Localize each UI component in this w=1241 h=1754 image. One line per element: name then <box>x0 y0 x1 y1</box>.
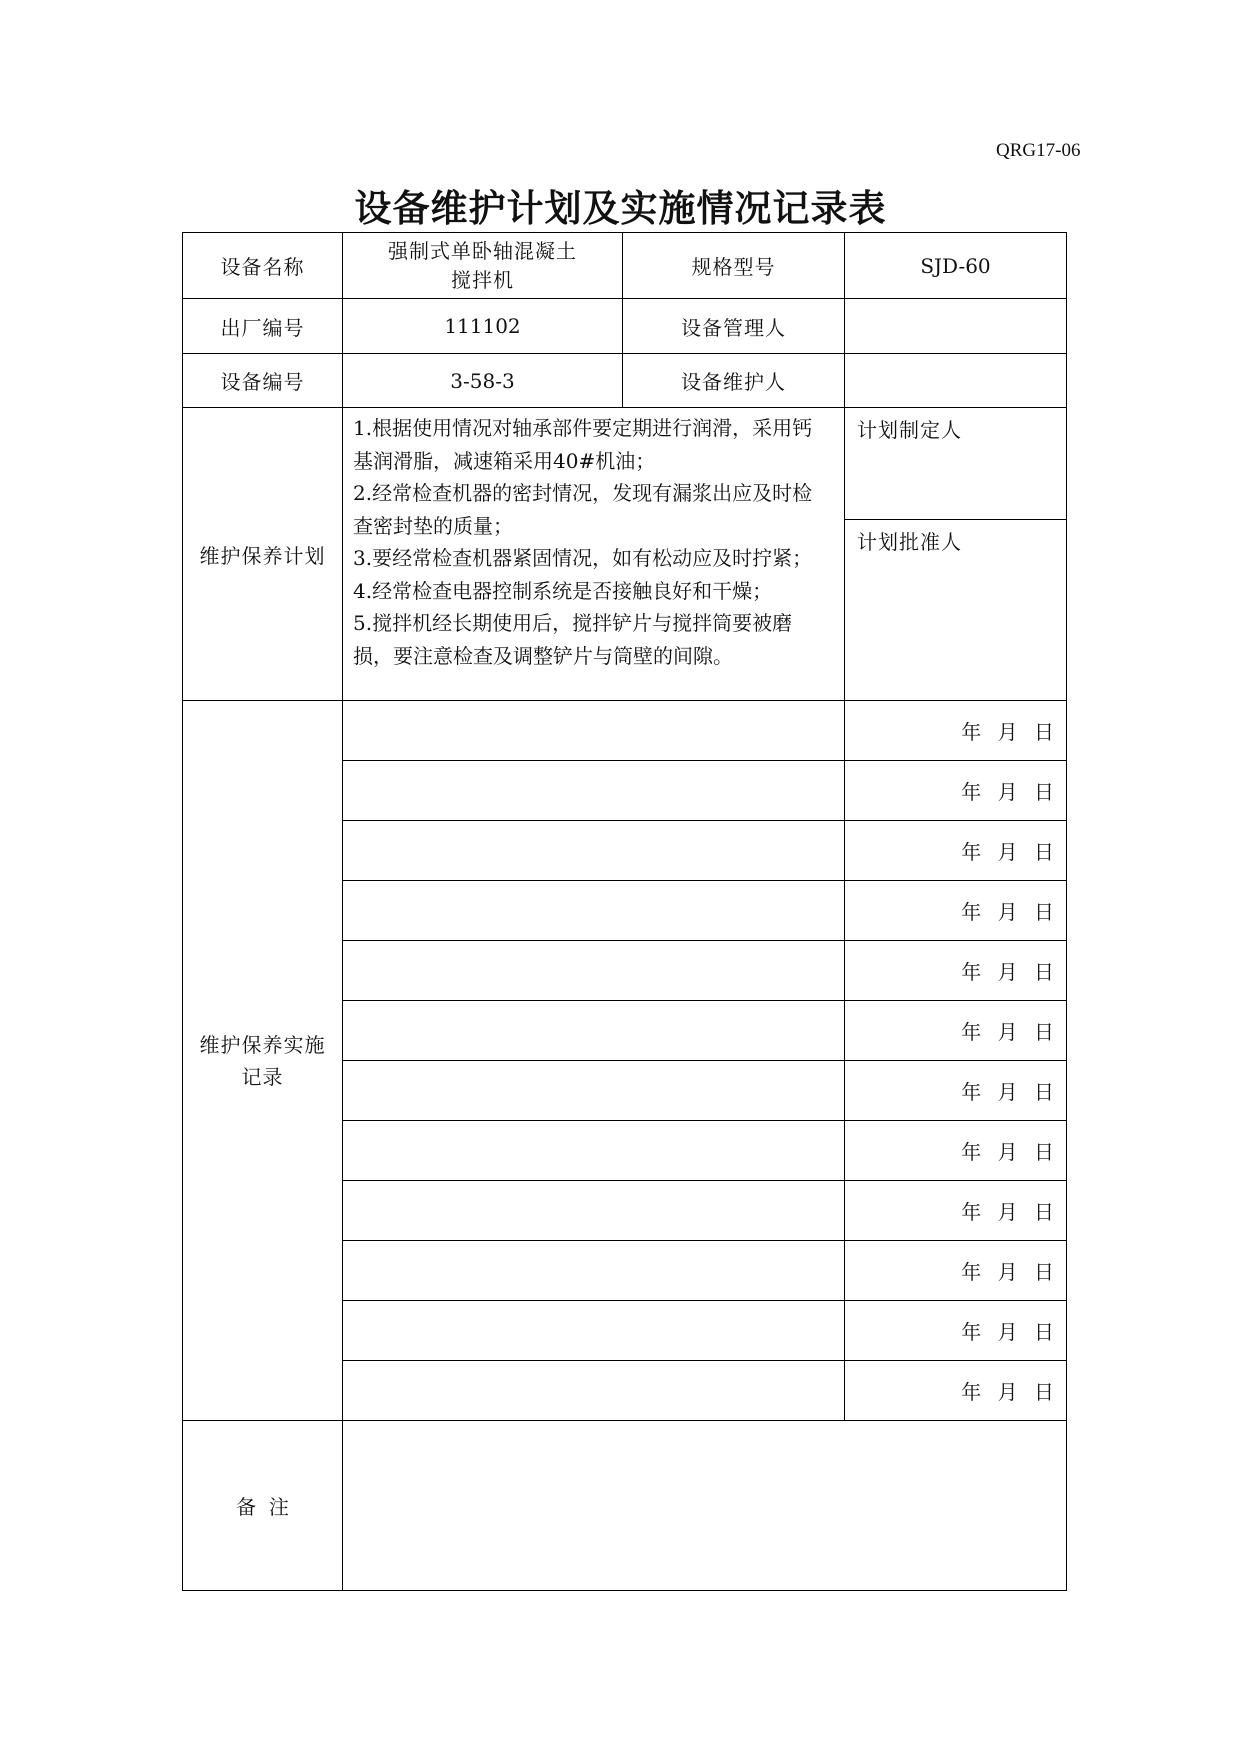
record-content-cell[interactable] <box>343 941 845 1001</box>
plan-label: 维护保养计划 <box>183 408 343 701</box>
record-content-cell[interactable] <box>343 701 845 761</box>
factory-no-label: 出厂编号 <box>183 299 343 354</box>
record-date-cell[interactable]: 年 月 日 <box>845 1241 1067 1301</box>
plan-maker-cell[interactable] <box>845 408 1067 520</box>
record-content-cell[interactable] <box>343 761 845 821</box>
record-content-cell[interactable] <box>343 821 845 881</box>
maintainer-value[interactable] <box>845 354 1067 408</box>
record-date-cell[interactable]: 年 月 日 <box>845 701 1067 761</box>
page-title: 设备维护计划及实施情况记录表 <box>354 186 887 230</box>
records-label: 维护保养实施 记录 <box>183 701 343 1421</box>
equipment-name-value[interactable]: 强制式单卧轴混凝土 搅拌机 <box>343 233 623 299</box>
record-date-cell[interactable]: 年 月 日 <box>845 1001 1067 1061</box>
record-date-cell[interactable]: 年 月 日 <box>845 1301 1067 1361</box>
equipment-no-label: 设备编号 <box>183 354 343 408</box>
form-code: QRG17-06 <box>996 140 1081 161</box>
record-content-cell[interactable] <box>343 1121 845 1181</box>
record-content-cell[interactable] <box>343 1181 845 1241</box>
record-content-cell[interactable] <box>343 1361 845 1421</box>
manager-label: 设备管理人 <box>623 299 845 354</box>
record-content-cell[interactable] <box>343 1241 845 1301</box>
record-date-cell[interactable]: 年 月 日 <box>845 1061 1067 1121</box>
factory-no-value[interactable]: 111102 <box>343 299 623 354</box>
plan-approver-label: 计划批准人 <box>857 530 962 554</box>
equipment-name-label: 设备名称 <box>183 233 343 299</box>
record-date-cell[interactable]: 年 月 日 <box>845 881 1067 941</box>
remarks-value[interactable] <box>343 1421 1067 1591</box>
plan-item-3: 3.要经常检查机器紧固情况，如有松动应及时拧紧； <box>353 546 813 570</box>
record-content-cell[interactable] <box>343 1001 845 1061</box>
plan-maker-label: 计划制定人 <box>857 418 962 442</box>
record-table <box>182 232 1067 1591</box>
plan-content[interactable] <box>343 408 845 701</box>
equipment-no-value[interactable]: 3-58-3 <box>343 354 623 408</box>
record-date-cell[interactable]: 年 月 日 <box>845 941 1067 1001</box>
plan-item-1: 1.根据使用情况对轴承部件要定期进行润滑，采用钙基润滑脂，减速箱采用40#机油； <box>353 416 813 473</box>
record-content-cell[interactable] <box>343 1061 845 1121</box>
remarks-label: 备 注 <box>183 1421 343 1591</box>
record-date-cell[interactable]: 年 月 日 <box>845 761 1067 821</box>
manager-value[interactable] <box>845 299 1067 354</box>
record-date-cell[interactable]: 年 月 日 <box>845 1181 1067 1241</box>
record-date-cell[interactable]: 年 月 日 <box>845 1121 1067 1181</box>
model-label: 规格型号 <box>623 233 845 299</box>
record-content-cell[interactable] <box>343 1301 845 1361</box>
record-content-cell[interactable] <box>343 881 845 941</box>
plan-approver-cell[interactable] <box>845 520 1067 701</box>
model-value[interactable]: SJD-60 <box>845 233 1067 299</box>
record-date-cell[interactable]: 年 月 日 <box>845 1361 1067 1421</box>
plan-item-2: 2.经常检查机器的密封情况，发现有漏浆出应及时检查密封垫的质量； <box>353 481 813 538</box>
plan-item-4: 4.经常检查电器控制系统是否接触良好和干燥； <box>353 578 773 603</box>
plan-item-5: 5.搅拌机经长期使用后，搅拌铲片与搅拌筒要被磨损，要注意检查及调整铲片与筒壁的间隙。 <box>353 611 793 668</box>
record-date-cell[interactable]: 年 月 日 <box>845 821 1067 881</box>
maintainer-label: 设备维护人 <box>623 354 845 408</box>
